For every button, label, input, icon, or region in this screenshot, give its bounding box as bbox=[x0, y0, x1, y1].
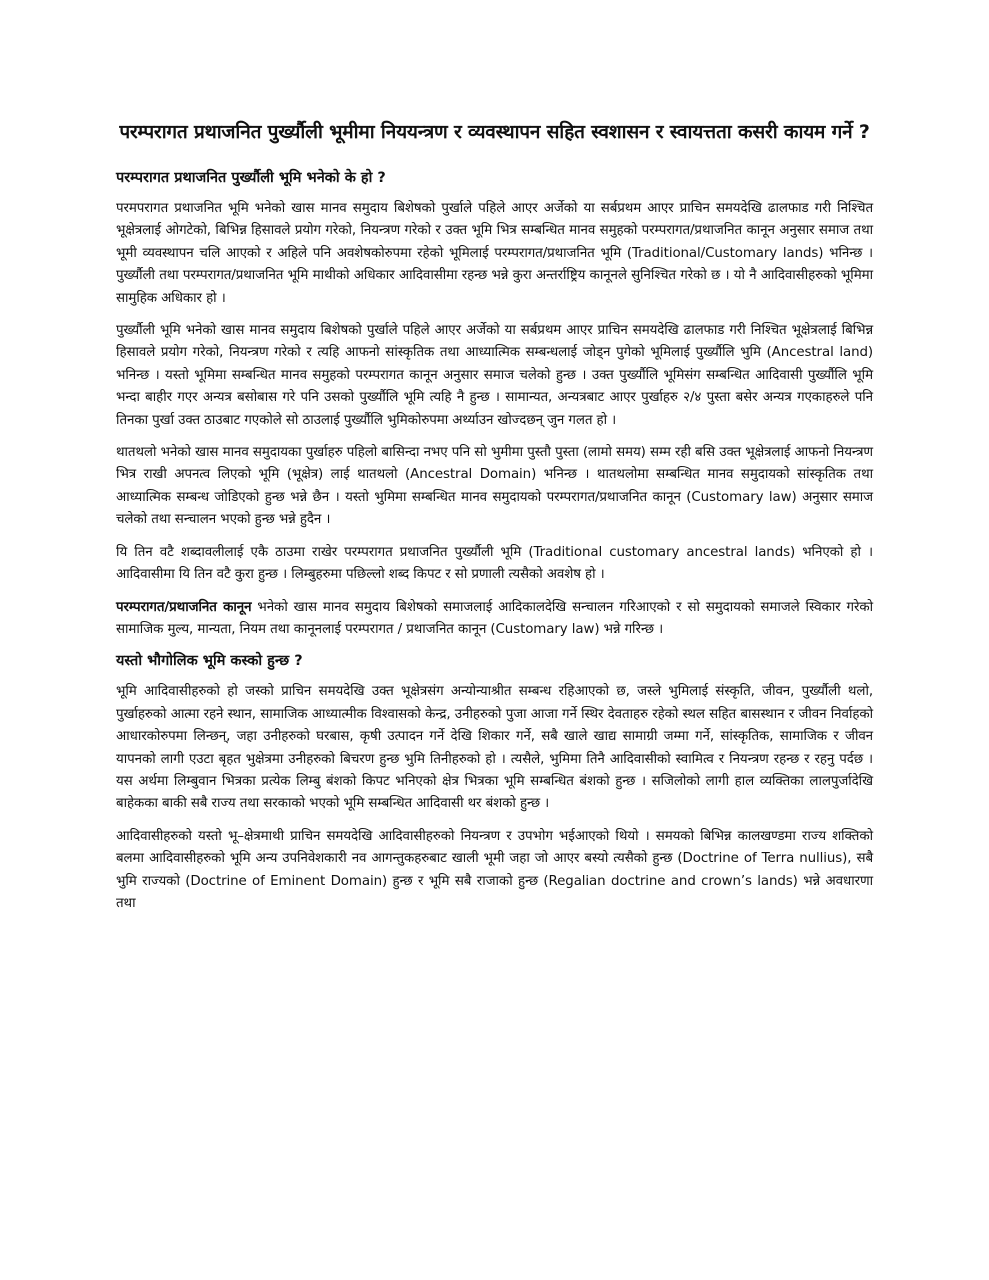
section-heading-what-is-customary-land: परम्परागत प्रथाजनित पुर्ख्यौली भूमि भनेको के हो ? bbox=[116, 170, 386, 186]
paragraph-three-terms: यि तिन वटै शब्दावलीलाई एकै ठाउमा राखेर परम्परागत प्रथाजनित पुर्ख्यौली भूमि (Traditional customary ancestral lands) भनिएको हो । आदिवासीमा यि तिन वटै कुरा हुन्छ । लिम्बुहरुमा पछिल्लो शब्द किपट र सो प्रणाली त्यसैको अवशेष हो । bbox=[116, 544, 873, 583]
paragraph-land-belongs-to-indigenous: भूमि आदिवासीहरुको हो जस्को प्राचिन समयदेखि उक्त भूक्षेत्रसंग अन्योन्याश्रीत सम्बन्ध रहिआएको छ, जस्ले भुमिलाई संस्कृति, जीवन, पुर्ख्यौली थलो, पुर्खाहरुको आत्मा रहने स्थान, सामाजिक आध्यात्मीक विश्वासको केन्द्र, उनीहरुको पुजा आजा गर्ने स्थिर देवताहरु रहेको स्थल सहित बासस्थान र जीवन निर्वाहको आधारकोरुपमा लिन्छन्, जहा उनीहरुको घरबास, कृषी उत्पादन गर्ने देखि शिकार गर्ने, सबै खाले खाद्य सामाग्री जम्मा गर्ने, सांस्कृतिक, सामाजिक र जीवन यापनको लागी एउटा बृहत भुक्षेत्रमा उनीहरुको बिचरण हुन्छ भुमि तिनीहरुको हो । त्यसैले, भुमिमा तिनै आदिवासीको स्वामित्व र नियन्त्रण रहन्छ र रहनु पर्दछ । यस अर्थमा लिम्बुवान भित्रका प्रत्येक लिम्बु बंशको किपट भनिएको क्षेत्र भित्रका भूमि सम्बन्धित बंशको हुन्छ । सजिलोको लागी हाल व्यक्तिका लालपुर्जादेखि बाहेकका बाकी सबै राज्य तथा सरकाको भएको भूमि सम्बन्धित आदिवासी थर बंशको हुन्छ । bbox=[116, 684, 873, 812]
paragraph-customary-law bbox=[116, 597, 873, 642]
document-page bbox=[116, 118, 873, 925]
paragraph-ancestral-land: पुर्ख्यौली भूमि भनेको खास मानव समुदाय बिशेषको पुर्खाले पहिले आएर अर्जेको या सर्बप्रथम आएर प्राचिन समयदेखि ढालफाड गरी निश्चित भूक्षेत्रलाई बिभिन्न हिसावले प्रयोग गरेको, नियन्त्रण गरेको र त्यहि आफनो सांस्कृतिक तथा आध्यात्मिक सम्बन्धलाई जोड्न पुगेको भूमिलाई पुर्ख्यौलि भुमि (Ancestral land) भनिन्छ । यस्तो भूमिमा सम्बन्धित मानव समुहको परम्परागत कानून अनुसार समाज चलेको हुन्छ । उक्त पुर्ख्यौलि भूमिसंग सम्बन्धित आदिवासी पुर्ख्यौलि भूमि भन्दा बाहीर गएर अन्यत्र बसोबास गरे पनि उसको पुर्ख्यौलि भूमि त्यहि नै हुन्छ । सामान्यत, अन्यत्रबाट आएर पुर्खाहरु २/४ पुस्ता बसेर अन्यत्र गएकाहरुले पनि तिनका पुर्खा उक्त ठाउबाट गएकोले सो ठाउलाई पुर्ख्यौलि भुमिकोरुपमा अर्थ्याउन खोज्दछन् जुन गलत हो । bbox=[116, 323, 873, 428]
customary-law-definition: भनेको खास मानव समुदाय बिशेषको समाजलाई आदिकालदेखि सन्चालन गरिआएको र सो समुदायको समाजले स्विकार गरेको सामाजिक मुल्य, मान्यता, नियम तथा कानूनलाई परम्परागत / प्रथाजनित कानून (Customary law) भन्ने गरिन्छ । bbox=[116, 599, 873, 637]
paragraph-ancestral-domain: थातथलो भनेको खास मानव समुदायका पुर्खाहरु पहिलो बासिन्दा नभए पनि सो भुमीमा पुस्तौ पुस्ता (लामो समय) सम्म रही बसि उक्त भूक्षेत्रलाई आफनो नियन्त्रण भित्र राखी अपनत्व लिएको भूमि (भूक्षेत्र) लाई थातथलो (Ancestral Domain) भनिन्छ । थातथलोमा सम्बन्धित मानव समुदायको सांस्कृतिक तथा आध्यात्मिक सम्बन्ध जोडिएको हुन्छ भन्ने छैन । यस्तो भुमिमा सम्बन्धित मानव समुदायको परम्परागत/प्रथाजनित कानून (Customary law) अनुसार समाज चलेको तथा सन्चालन भएको हुन्छ भन्ने हुदैन । bbox=[116, 445, 873, 528]
section-heading-whose-land: यस्तो भौगोलिक भूमि कस्को हुन्छ ? bbox=[116, 653, 303, 670]
customary-law-term: परम्परागत/प्रथाजनित कानून bbox=[116, 599, 252, 615]
paragraph-doctrines: आदिवासीहरुको यस्तो भू–क्षेत्रमाथी प्राचिन समयदेखि आदिवासीहरुको नियन्त्रण र उपभोग भईआएको थियो । समयको बिभिन्न कालखण्डमा राज्य शक्तिको बलमा आदिवासीहरुको भूमि अन्य उपनिवेशकारी नव आगन्तुकहरुबाट खाली भूमी जहा जो आएर बस्यो त्यसैको हुन्छ (Doctrine of Terra nullius), सबै भुमि राज्यको (Doctrine of Eminent Domain) हुन्छ र भूमि सबै राजाको हुन्छ (Regalian doctrine and crown’s lands) भन्ने अवधारणा तथा bbox=[116, 828, 873, 911]
document-title: परम्परागत प्रथाजनित पुर्ख्यौली भूमीमा निययन्त्रण र व्यवस्थापन सहित स्वशासन र स्वायत्तता कसरी कायम गर्ने ? bbox=[119, 121, 870, 143]
paragraph-traditional-customary-lands: परमपरागत प्रथाजनित भूमि भनेको खास मानव समुदाय बिशेषको पुर्खाले पहिले आएर अर्जेको या सर्बप्रथम आएर प्राचिन समयदेखि ढालफाड गरी निश्चित भूक्षेत्रलाई ओगटेको, बिभिन्न हिसावले प्रयोग गरेको, नियन्त्रण गरेको र उक्त भूमि भित्र सम्बन्धित मानव समुहको परम्परागत/प्रथाजनित कानून अनुसार समाज तथा भूमी व्यवस्थापन चलि आएको र अहिले पनि अवशेषकोरुपमा रहेको भूमिलाई परम्परागत/प्रथाजनित भूमि (Traditional/Customary lands) भनिन्छ । पुर्ख्यौली तथा परम्परागत/प्रथाजनित भूमि माथीको अधिकार आदिवासीमा रहन्छ भन्ने कुरा अन्तर्राष्ट्रिय कानूनले सुनिश्चित गरेको छ । यो नै आदिवासीहरुको भूमिमा सामुहिक अधिकार हो । bbox=[116, 201, 873, 306]
